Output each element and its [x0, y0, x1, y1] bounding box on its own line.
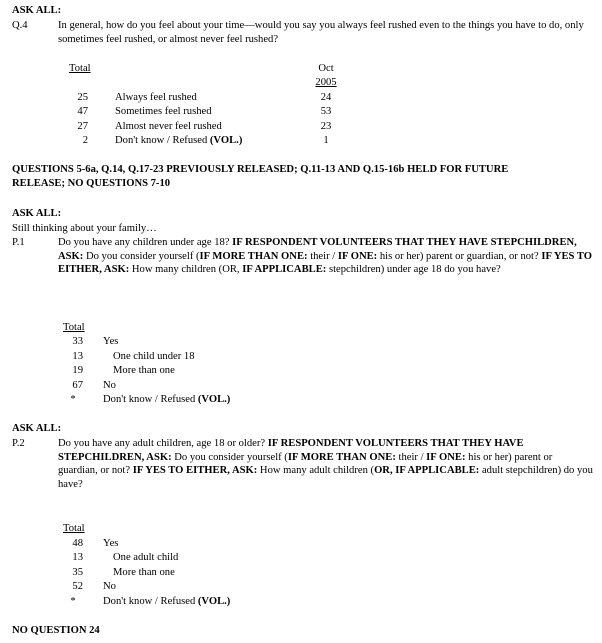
p1-row-label: Yes	[103, 336, 119, 347]
q4-row-label: Always feel rushed	[115, 92, 197, 103]
q4-col-total: Total	[69, 63, 91, 74]
p2-instruction: IF RESPONDENT VOLUNTEERS THAT THEY HAVE STEPCHILDREN, ASK:	[58, 438, 524, 463]
q4-question-text: In general, how do you feel about your time—would you say you always feel rushed even to the things you have to do, only sometimes feel rushed, or almost never feel rushed?	[58, 20, 584, 45]
q4-row-oct: 53	[320, 106, 332, 117]
p1-number: P.1	[12, 237, 25, 248]
q4-number: Q.4	[12, 20, 28, 31]
p1-ask-all: ASK ALL:	[12, 208, 62, 219]
p1-instruction: IF YES TO EITHER, ASK:	[58, 250, 592, 276]
p2-row-total: 35	[72, 567, 83, 578]
q4-col-oct: Oct	[318, 63, 334, 74]
p1-text-seg: Do you have any children under age 18?	[58, 237, 233, 248]
p2-text-seg: his or her) parent or guardian, or not?	[58, 451, 553, 477]
q4-row-total: 47	[77, 106, 88, 117]
p1-instruction: IF APPLICABLE:	[242, 264, 327, 276]
p1-row-label: No	[103, 380, 116, 391]
p2-ask-all: ASK ALL:	[12, 423, 62, 434]
q4-row-total: 25	[77, 92, 88, 103]
q4-ask-all: ASK ALL:	[12, 5, 62, 16]
p2-row-label: One adult child	[113, 552, 179, 563]
p1-question-text	[58, 236, 593, 277]
p2-row-label: No	[103, 581, 116, 592]
p1-instruction: IF MORE THAN ONE:	[199, 250, 308, 262]
p1-row-label: More than one	[113, 365, 175, 376]
p2-instruction: IF ONE:	[426, 451, 466, 463]
p1-row-total: 13	[72, 351, 83, 362]
p1-row-label-text: Don't know / Refused	[103, 394, 198, 405]
p2-text-seg: Do you have any adult children, age 18 or older?	[58, 438, 268, 449]
q4-row-total: 2	[82, 135, 88, 146]
p2-text-seg: Do you consider yourself (	[171, 451, 288, 463]
q4-row-oct: 24	[320, 92, 332, 103]
p2-text-seg: adult stepchildren) do you have?	[58, 465, 593, 490]
p2-question-text	[58, 437, 593, 491]
p1-text-seg: their /	[307, 250, 338, 262]
p2-row-label	[103, 595, 230, 609]
p2-text-seg: How many adult children (	[257, 465, 375, 477]
p2-row-label-text: Don't know / Refused	[103, 596, 198, 607]
p1-text-seg: Do you consider yourself (	[83, 250, 200, 262]
p1-text-seg: How many children (OR,	[129, 264, 243, 276]
no-question-note: NO QUESTION 24	[12, 625, 100, 636]
q4-row-label-text: Don't know / Refused	[115, 135, 208, 146]
p2-row-total: 13	[72, 552, 83, 563]
p1-row-total: 33	[72, 336, 83, 347]
q4-col-2005: 2005	[315, 77, 337, 88]
p1-instruction: IF ONE:	[337, 250, 378, 262]
p2-instruction: IF YES TO EITHER, ASK:	[132, 465, 258, 477]
release-note-line1: QUESTIONS 5-6a, Q.14, Q.17-23 PREVIOUSLY RELEASED; Q.11-13 AND Q.15-16b HELD FOR FUTURE	[12, 164, 509, 175]
p2-row-total: 52	[72, 581, 83, 592]
q4-row-label: Almost never feel rushed	[115, 121, 222, 132]
p2-text-seg: their /	[395, 451, 427, 463]
p1-row-label: One child under 18	[113, 351, 195, 362]
p2-number: P.2	[12, 438, 25, 449]
p1-row-total: *	[70, 394, 76, 405]
q4-row-label	[115, 134, 242, 148]
p1-row-total: 19	[72, 365, 83, 376]
release-note-line2: RELEASE; NO QUESTIONS 7-10	[12, 178, 171, 189]
vol-marker: (VOL.)	[197, 394, 231, 405]
q4-row-total: 27	[77, 121, 88, 132]
p2-row-label: More than one	[113, 567, 175, 578]
vol-marker: (VOL.)	[197, 596, 231, 607]
p1-col-total: Total	[63, 322, 85, 333]
p2-col-total: Total	[63, 523, 85, 534]
p1-instruction: IF RESPONDENT VOLUNTEERS THAT THEY HAVE STEPCHILDREN, ASK:	[58, 237, 577, 262]
p2-row-label: Yes	[103, 538, 119, 549]
p1-text-seg: stepchildren) under age 18 do you have?	[326, 264, 501, 276]
p1-row-label	[103, 393, 230, 407]
vol-marker: (VOL.)	[209, 135, 243, 146]
p1-intro: Still thinking about your family…	[12, 223, 157, 234]
p2-instruction: OR, IF APPLICABLE:	[374, 465, 480, 477]
p2-instruction: IF MORE THAN ONE:	[287, 451, 396, 463]
p1-row-total: 67	[72, 380, 83, 391]
p2-row-total: *	[70, 596, 76, 607]
p1-text-seg: his or her) parent or guardian, or not?	[377, 250, 542, 262]
q4-row-oct: 1	[323, 135, 329, 146]
q4-row-oct: 23	[320, 121, 332, 132]
p2-row-total: 48	[72, 538, 83, 549]
q4-row-label: Sometimes feel rushed	[115, 106, 212, 117]
